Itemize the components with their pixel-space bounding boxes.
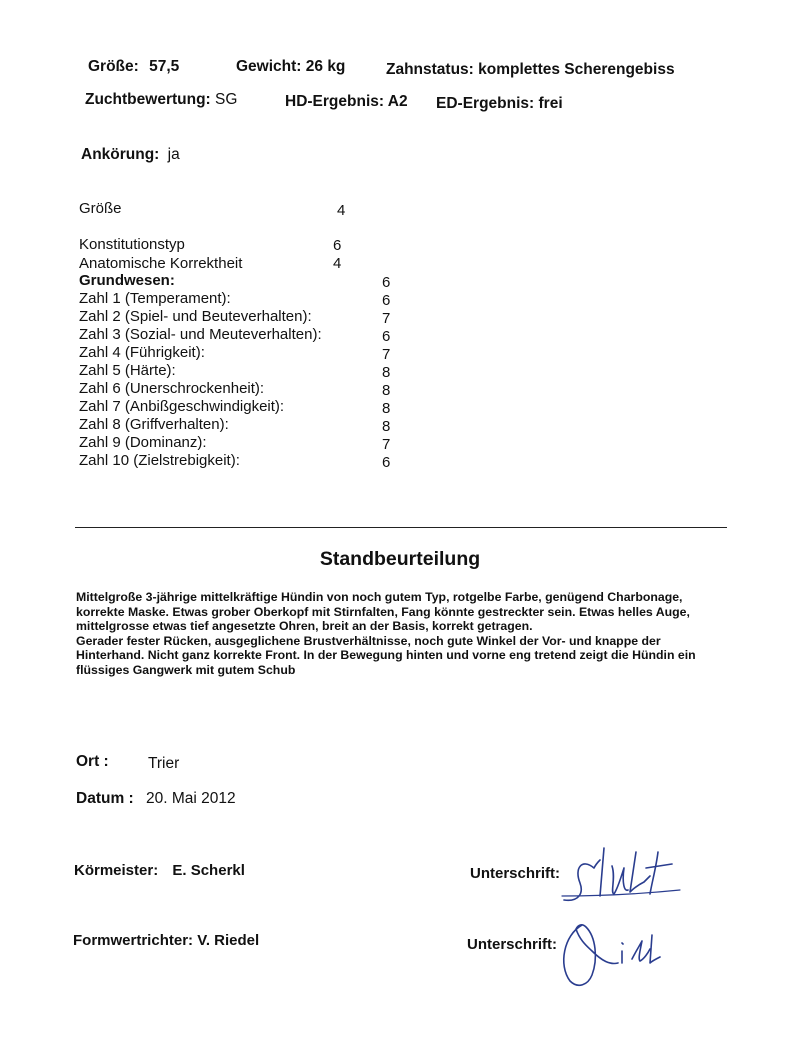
score-anatomie-value: 4 xyxy=(333,255,342,272)
zahnstatus-label: Zahnstatus: xyxy=(386,61,474,78)
section-divider xyxy=(75,527,727,528)
zahnstatus-value: komplettes Scherengebiss xyxy=(478,61,675,78)
standbeurteilung-text: Mittelgroße 3-jährige mittelkräftige Hündin von noch gutem Typ, rotgelbe Farbe, genügend Charbonage, korrekte Maske. Etwas grober Oberkopf mit Stirnfalten, Fang könnte gestreckter sein. Etwas helles Auge, mittelgrosse etwas tief angesetzte Ohren, breit an der Basis, korrekt getragen. Gerader fester Rücken, ausgeglichene Brustverhältnisse, noch gute Winkel der Vor- und knappe der Hinterhand. Nicht ganz korrekte Front. In der Bewegung hinten und vorne eng tretend zeigt die Hündin ein flüssiges Gangwerk mit gutem Schub xyxy=(76,590,696,677)
zahl-value: 8 xyxy=(382,400,391,417)
ort-value: Trier xyxy=(148,755,180,772)
ed-value: frei xyxy=(538,95,563,112)
zahl-value: 6 xyxy=(382,328,391,345)
zahl-label: Zahl 6 (Unerschrockenheit): xyxy=(79,380,265,397)
zahl-value: 7 xyxy=(382,346,391,363)
ankoerung-label: Ankörung: xyxy=(81,146,160,163)
ed-label: ED-Ergebnis: xyxy=(436,95,535,112)
groesse-value: 57,5 xyxy=(149,58,180,75)
zahnstatus-field xyxy=(386,61,675,79)
zahl-label: Zahl 10 (Zielstrebigkeit): xyxy=(79,452,240,469)
score-groesse-label: Größe xyxy=(79,200,122,217)
zahl-label: Zahl 2 (Spiel- und Beuteverhalten): xyxy=(79,308,312,325)
zahl-label: Zahl 3 (Sozial- und Meuteverhalten): xyxy=(79,326,322,343)
ort-field xyxy=(76,753,180,772)
formwertrichter-label: Formwertrichter: xyxy=(73,932,194,949)
zahl-label: Zahl 9 (Dominanz): xyxy=(79,434,207,451)
groesse-label: Größe: xyxy=(88,58,139,75)
score-grundwesen-label: Grundwesen: xyxy=(79,272,175,289)
standbeurteilung-title: Standbeurteilung xyxy=(319,548,481,570)
unterschrift-label-2: Unterschrift: xyxy=(467,936,558,953)
gewicht-field xyxy=(236,58,345,76)
datum-value: 20. Mai 2012 xyxy=(146,790,236,807)
zahl-value: 7 xyxy=(382,436,391,453)
hd-value: A2 xyxy=(387,93,408,110)
signature-formwertrichter xyxy=(552,915,672,995)
score-konstitution-label: Konstitutionstyp xyxy=(79,236,185,253)
zuchtbewertung-label: Zuchtbewertung: xyxy=(85,91,211,108)
koermeister-value: E. Scherkl xyxy=(172,862,245,879)
formwertrichter-field xyxy=(73,932,259,949)
ort-label: Ort : xyxy=(76,753,109,770)
zuchtbewertung-value: SG xyxy=(215,91,238,108)
gewicht-value: 26 kg xyxy=(305,58,346,75)
zahl-label: Zahl 1 (Temperament): xyxy=(79,290,231,307)
zahl-value: 7 xyxy=(382,310,391,327)
formwertrichter-value: V. Riedel xyxy=(197,932,260,949)
ankoerung-field xyxy=(81,146,180,164)
datum-label: Datum : xyxy=(76,790,134,807)
score-groesse-value: 4 xyxy=(337,202,346,219)
signature-koermeister xyxy=(560,838,690,908)
zahl-label: Zahl 7 (Anbißgeschwindigkeit): xyxy=(79,398,285,415)
score-anatomie-label: Anatomische Korrektheit xyxy=(79,255,243,272)
zahl-value: 8 xyxy=(382,382,391,399)
zahl-label: Zahl 5 (Härte): xyxy=(79,362,176,379)
koermeister-label: Körmeister: xyxy=(74,862,159,879)
zahl-value: 8 xyxy=(382,364,391,381)
unterschrift-label-1: Unterschrift: xyxy=(470,865,561,882)
hd-label: HD-Ergebnis: xyxy=(285,93,385,110)
zahl-label: Zahl 4 (Führigkeit): xyxy=(79,344,205,361)
ed-field xyxy=(436,95,563,113)
zahl-value: 6 xyxy=(382,454,391,471)
score-konstitution-value: 6 xyxy=(333,237,342,254)
groesse-field xyxy=(88,58,179,76)
zuchtbewertung-field xyxy=(85,91,237,109)
score-grundwesen-value: 6 xyxy=(382,274,391,291)
zahl-label: Zahl 8 (Griffverhalten): xyxy=(79,416,229,433)
datum-field xyxy=(76,790,236,808)
gewicht-label: Gewicht: xyxy=(236,58,302,75)
hd-field xyxy=(285,93,408,111)
ankoerung-value: ja xyxy=(167,146,180,163)
zahl-value: 8 xyxy=(382,418,391,435)
zahl-value: 6 xyxy=(382,292,391,309)
koermeister-field xyxy=(74,862,245,879)
